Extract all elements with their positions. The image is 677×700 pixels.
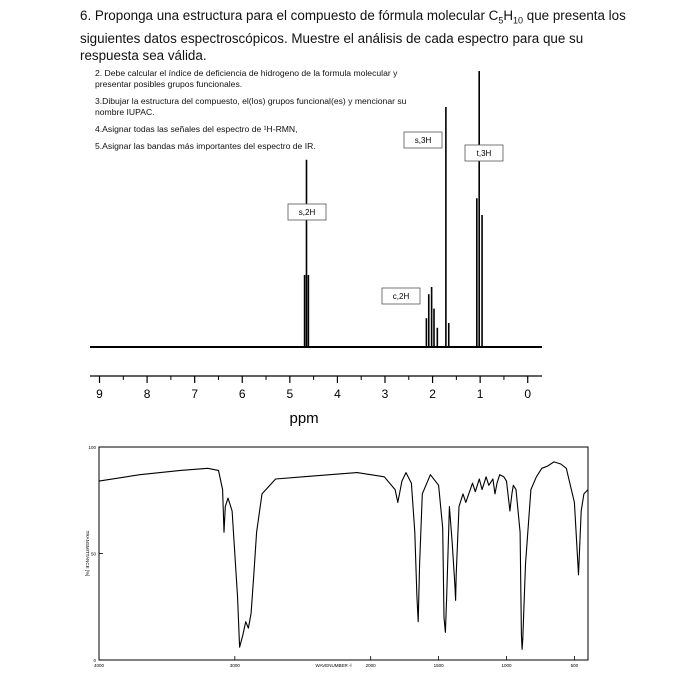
nmr-x-tick-label: 7 — [191, 387, 199, 401]
nmr-peak-label-text: c,2H — [392, 292, 410, 301]
nmr-peak-label-text: s,3H — [414, 136, 432, 145]
nmr-peak-label — [382, 288, 420, 304]
task-item: 5.Asignar las bandas más importantes del espectro de IR. — [95, 141, 316, 151]
formula-h: H — [503, 8, 514, 23]
nmr-peak-label-text: s,2H — [298, 208, 316, 217]
nmr-x-tick-label: 6 — [238, 387, 246, 401]
nmr-x-tick-label: 5 — [286, 387, 294, 401]
nmr-x-tick-label: 2 — [429, 387, 436, 401]
ir-x-tick-label: 4000 — [93, 663, 105, 668]
nmr-peak-label — [288, 204, 326, 220]
nmr-x-tick-label: 8 — [143, 387, 151, 401]
ir-plot-frame — [99, 447, 588, 660]
task-item: 2. Debe calcular el índice de deficiencia de hidrogeno de la formula molecular y presentar posibles grupos funcionales. — [95, 68, 398, 89]
question-rest: presenta los siguientes datos espectroscópicos. Muestre el análisis de cada espectro para que su respuesta sea válida. — [80, 8, 626, 63]
ir-x-tick-label: 3000 — [229, 663, 240, 668]
ir-y-tick-label: 0 — [93, 658, 96, 663]
nmr-x-tick-label: 1 — [476, 387, 484, 401]
nmr-x-tick-label: 0 — [524, 387, 532, 401]
nmr-peak-label — [404, 132, 442, 148]
nmr-x-tick-label: 3 — [381, 387, 389, 401]
question-line1-end: que — [523, 8, 550, 23]
nmr-x-tick-label: 9 — [96, 387, 103, 401]
nmr-x-tick-label: 4 — [334, 387, 341, 401]
question-number: 6. — [80, 8, 92, 23]
formula-subscript-10: 10 — [513, 15, 524, 26]
ir-x-tick-label: 1500 — [433, 663, 444, 668]
ir-x-axis-label: WAVENUMBER -l — [315, 663, 352, 668]
nmr-x-axis-label: ppm — [289, 410, 319, 427]
nmr-peak-label-text: t,3H — [476, 149, 492, 158]
ir-spectrum-chart — [80, 440, 590, 668]
ir-y-axis-label: TRANSMITTANCE [%] — [85, 530, 90, 577]
ir-x-tick-label: 1000 — [501, 663, 512, 668]
task-item: 4.Asignar todas las señales del espectro de ¹H-RMN, — [95, 124, 298, 134]
ir-x-tick-label: 500 — [570, 663, 579, 668]
nmr-spectrum-chart — [80, 70, 560, 430]
question-line1: Proponga una estructura para el compuesto de fórmula molecular C — [94, 8, 499, 23]
task-item: 3.Dibujar la estructura del compuesto, el(los) grupos funcional(es) y mencionar su nombre IUPAC. — [95, 96, 407, 117]
question-text — [80, 7, 640, 64]
ir-x-tick-label: 2000 — [365, 663, 376, 668]
ir-y-tick-label: 100 — [88, 445, 96, 450]
formula-subscript-5: 5 — [498, 15, 504, 26]
ir-y-tick-label: 50 — [90, 551, 96, 557]
nmr-peak-label — [465, 145, 503, 161]
ir-spectrum-trace — [99, 462, 588, 649]
